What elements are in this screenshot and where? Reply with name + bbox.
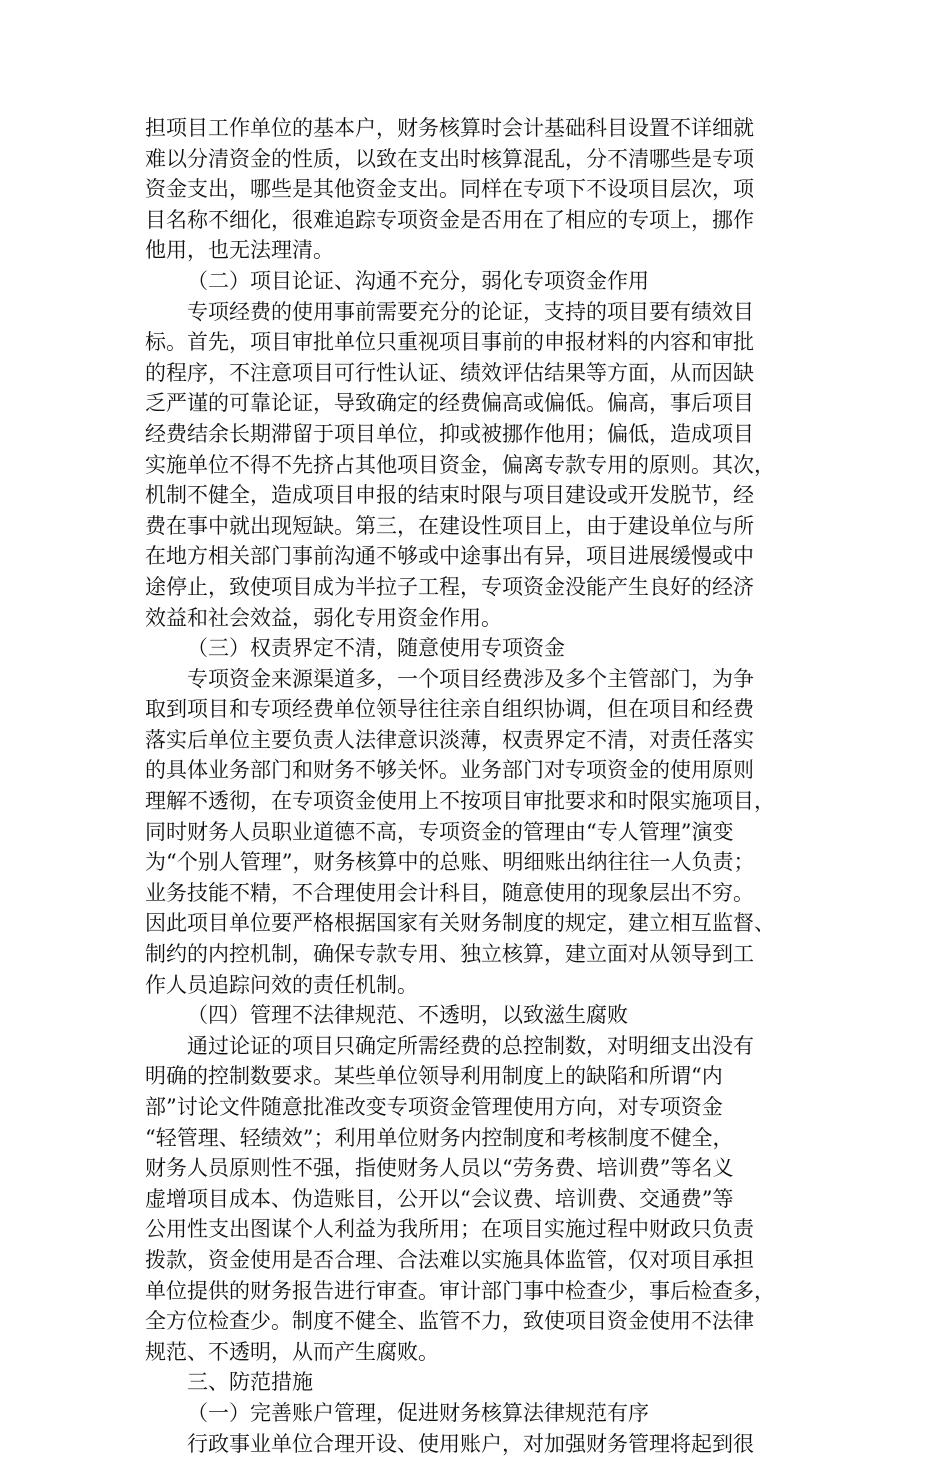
text-line: 因此项目单位要严格根据国家有关财务制度的规定，建立相互监督、 bbox=[145, 911, 775, 936]
text-line: 的程序，不注意项目可行性认证、绩效评估结果等方面，从而因缺 bbox=[145, 360, 754, 385]
text-line: “轻管理、轻绩效”；利用单位财务内控制度和考核制度不健全， bbox=[145, 1125, 734, 1150]
text-line: 部”讨论文件随意批准改变专项资金管理使用方向，对专项资金 bbox=[145, 1095, 723, 1119]
text-line: 担项目工作单位的基本户，财务核算时会计基础科目设置不详细就 bbox=[145, 116, 754, 140]
text-line: 财务人员原则性不强，指使财务人员以“劳务费、培训费”等名义 bbox=[145, 1156, 734, 1181]
text-line: 拨款，资金使用是否合理、合法难以实施具体监管，仅对项目承担 bbox=[145, 1247, 754, 1272]
text-line: 公用性支出图谋个人利益为我所用；在项目实施过程中财政只负责 bbox=[145, 1217, 754, 1242]
text-line: 明确的控制数要求。某些单位领导利用制度上的缺陷和所谓“内 bbox=[145, 1064, 723, 1089]
text-line: 效益和社会效益，弱化专用资金作用。 bbox=[145, 605, 502, 630]
text-line: 行政事业单位合理开设、使用账户，对加强财务管理将起到很 bbox=[187, 1431, 754, 1456]
text-line: （四）管理不法律规范、不透明，以致滋生腐败 bbox=[187, 1003, 628, 1028]
text-line: （三）权责界定不清，随意使用专项资金 bbox=[187, 636, 565, 661]
text-line: 规范、不透明，从而产生腐败。 bbox=[145, 1339, 439, 1364]
text-line: （二）项目论证、沟通不充分，弱化专项资金作用 bbox=[187, 268, 649, 293]
text-line: 通过论证的项目只确定所需经费的总控制数，对明细支出没有 bbox=[187, 1033, 754, 1058]
text-line: 制约的内控机制，确保专款专用、独立核算，建立面对从领导到工 bbox=[145, 942, 754, 967]
text-line: 虚增项目成本、伪造账目，公开以“会议费、培训费、交通费”等 bbox=[145, 1186, 734, 1211]
text-line: 三、防范措施 bbox=[187, 1370, 313, 1395]
text-line: 经费结余长期滞留于项目单位，抑或被挪作他用；偏低，造成项目 bbox=[145, 421, 754, 446]
text-line: 实施单位不得不先挤占其他项目资金，偏离专款专用的原则。其次， bbox=[145, 452, 775, 477]
text-line: 途停止，致使项目成为半拉子工程，专项资金没能产生良好的经济 bbox=[145, 574, 754, 599]
text-line: 费在事中就出现短缺。第三，在建设性项目上，由于建设单位与所 bbox=[145, 513, 754, 538]
text-line: 资金支出，哪些是其他资金支出。同样在专项下不设项目层次，项 bbox=[145, 177, 754, 202]
text-line: 单位提供的财务报告进行审查。审计部门事中检查少，事后检查多， bbox=[145, 1278, 775, 1303]
text-line: 的具体业务部门和财务不够关怀。业务部门对专项资金的使用原则 bbox=[145, 758, 754, 783]
text-line: 取到项目和专项经费单位领导往往亲自组织协调，但在项目和经费 bbox=[145, 697, 754, 722]
text-line: 业务技能不精，不合理使用会计科目，随意使用的现象层出不穷。 bbox=[145, 880, 754, 905]
text-line: 作人员追踪问效的责任机制。 bbox=[145, 972, 418, 997]
text-line: 目名称不细化，很难追踪专项资金是否用在了相应的专项上，挪作 bbox=[145, 207, 754, 232]
text-line: 专项经费的使用事前需要充分的论证，支持的项目要有绩效目 bbox=[187, 299, 754, 324]
text-line: 标。首先，项目审批单位只重视项目事前的申报材料的内容和审批 bbox=[145, 330, 754, 355]
text-line: 为“个别人管理”，财务核算中的总账、明细账出纳往往一人负责； bbox=[145, 850, 755, 875]
text-line: 难以分清资金的性质，以致在支出时核算混乱，分不清哪些是专项 bbox=[145, 146, 754, 171]
text-line: 在地方相关部门事前沟通不够或中途事出有异，项目进展缓慢或中 bbox=[145, 544, 754, 569]
text-line: 乏严谨的可靠论证，导致确定的经费偏高或偏低。偏高，事后项目 bbox=[145, 391, 754, 416]
text-line: 理解不透彻，在专项资金使用上不按项目审批要求和时限实施项目， bbox=[145, 789, 775, 814]
text-line: 机制不健全，造成项目申报的结束时限与项目建设或开发脱节，经 bbox=[145, 483, 754, 508]
text-line: 同时财务人员职业道德不高，专项资金的管理由“专人管理”演变 bbox=[145, 819, 734, 844]
text-line: （一）完善账户管理，促进财务核算法律规范有序 bbox=[187, 1400, 649, 1425]
text-line: 专项资金来源渠道多，一个项目经费涉及多个主管部门，为争 bbox=[187, 666, 754, 691]
text-line: 落实后单位主要负责人法律意识淡薄，权责界定不清，对责任落实 bbox=[145, 727, 754, 752]
document-body bbox=[145, 113, 805, 1459]
text-line: 全方位检查少。制度不健全、监管不力，致使项目资金使用不法律 bbox=[145, 1309, 754, 1334]
text-line: 他用，也无法理清。 bbox=[145, 238, 334, 263]
